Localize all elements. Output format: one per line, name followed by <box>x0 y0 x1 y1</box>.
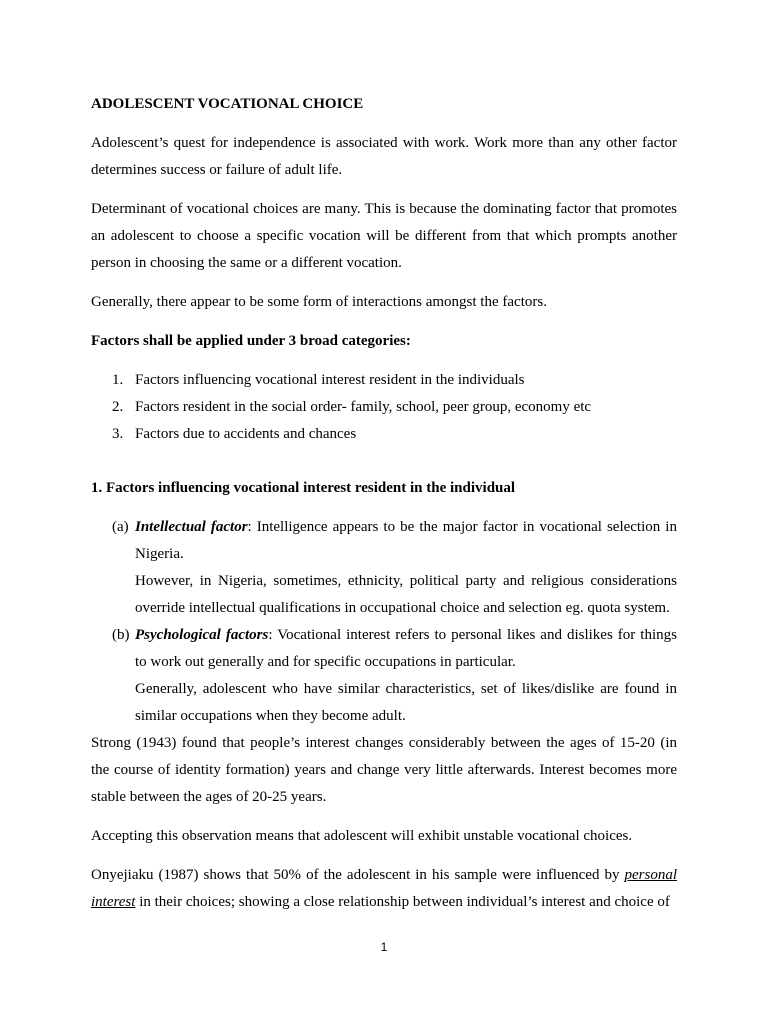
section-1-heading: 1. Factors influencing vocational interest resident in the individual <box>91 480 516 496</box>
sub-term: Psychological factors <box>135 627 269 643</box>
paragraph-2: Determinant of vocational choices are many. This is because the dominating factor that promotes an adolescent to choose a specific vocation will be different from that which prompts another person in choosing the same or a different vocation. <box>91 201 677 271</box>
sub-marker: (a) <box>112 519 129 535</box>
categories-heading: Factors shall be applied under 3 broad categories: <box>91 333 411 349</box>
sub-marker: (b) <box>112 627 130 643</box>
sub-description: : Vocational interest refers to personal likes and dislikes for things to work out generally and for specific occupations in particular. <box>135 627 677 670</box>
list-text: Factors due to accidents and chances <box>135 426 357 442</box>
sub-text <box>135 514 677 568</box>
list-item <box>91 367 677 394</box>
list-text: Factors influencing vocational interest resident in the individuals <box>135 372 525 388</box>
paragraph-1: Adolescent’s quest for independence is associated with work. Work more than any other factor determines success or failure of adult life. <box>91 135 677 178</box>
list-number: 3. <box>112 426 124 442</box>
sub-item-a <box>91 514 677 622</box>
document-body <box>91 91 677 928</box>
paragraph-6-start: Onyejiaku (1987) shows that 50% of the adolescent in his sample were influenced by <box>91 867 625 883</box>
paragraph-6 <box>91 862 677 916</box>
document-title: ADOLESCENT VOCATIONAL CHOICE <box>91 96 364 112</box>
sub-term: Intellectual factor <box>135 519 248 535</box>
list-item <box>91 394 677 421</box>
paragraph-6-end: in their choices; showing a close relationship between individual’s interest and choice of <box>135 894 670 910</box>
sub-text <box>135 622 677 676</box>
sub-description: : Intelligence appears to be the major factor in vocational selection in Nigeria. <box>135 519 677 562</box>
list-number: 2. <box>112 399 124 415</box>
sub-item-b <box>91 622 677 730</box>
list-number: 1. <box>112 372 124 388</box>
sub-extra: Generally, adolescent who have similar characteristics, set of likes/dislike are found in similar occupations when they become adult. <box>135 681 677 724</box>
paragraph-5: Accepting this observation means that adolescent will exhibit unstable vocational choices. <box>91 828 633 844</box>
list-text: Factors resident in the social order- family, school, peer group, economy etc <box>135 399 592 415</box>
categories-list <box>91 367 677 448</box>
sub-extra: However, in Nigeria, sometimes, ethnicity, political party and religious considerations override intellectual qualifications in occupational choice and selection eg. quota system. <box>135 573 677 616</box>
paragraph-4: Strong (1943) found that people’s interest changes considerably between the ages of 15-20 (in the course of identity formation) years and change very little afterwards. Interest becomes more stable between the ages of 20-25 years. <box>91 735 677 805</box>
emphasis-text: personal interest <box>91 867 677 910</box>
paragraph-3: Generally, there appear to be some form of interactions amongst the factors. <box>91 294 547 310</box>
page-number: 1 <box>380 940 388 954</box>
list-item <box>91 421 677 448</box>
